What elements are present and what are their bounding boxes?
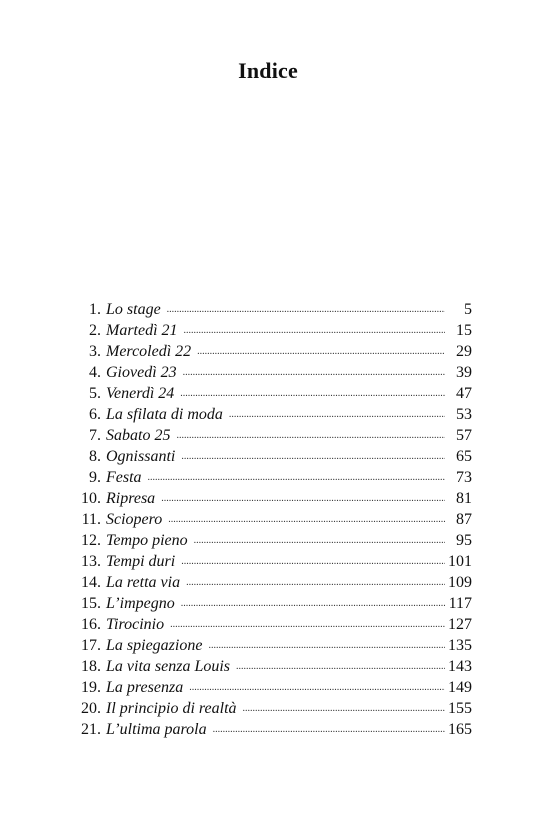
toc-entry-page: 5 <box>464 301 472 318</box>
toc-leader-dots <box>180 382 445 404</box>
toc-entry-page: 95 <box>456 532 472 549</box>
toc-leader-dots <box>243 697 445 719</box>
toc-entry-page: 101 <box>448 553 472 570</box>
toc-entry-title: Venerdì 24 <box>106 385 175 402</box>
toc-entry-title: Martedì 21 <box>106 322 178 339</box>
toc-entry-title: La spiegazione <box>106 637 203 654</box>
toc-entry-number: 15. <box>81 595 101 612</box>
toc-entry-number: 16. <box>81 616 101 633</box>
toc-entry-page: 135 <box>448 637 472 654</box>
toc-entry-19 <box>78 678 472 698</box>
toc-entry-15 <box>78 594 472 614</box>
toc-entry-21 <box>78 720 472 740</box>
toc-entry-18 <box>78 657 472 677</box>
toc-leader-dots <box>213 718 445 740</box>
toc-entry-number: 11. <box>81 511 101 528</box>
toc-entry-number: 14. <box>81 574 101 591</box>
toc-entry-10 <box>78 489 472 509</box>
toc-leader-dots <box>170 613 445 635</box>
toc-entry-number: 7. <box>89 427 101 444</box>
toc-entry-title: Tempi duri <box>106 553 176 570</box>
toc-entry-page: 149 <box>448 679 472 696</box>
toc-leader-dots <box>194 529 445 551</box>
toc-entry-title: La sfilata di moda <box>106 406 223 423</box>
toc-entry-9 <box>78 468 472 488</box>
toc-entry-title: La vita senza Louis <box>106 658 231 675</box>
toc-entry-number: 1. <box>89 301 101 318</box>
toc-leader-dots <box>183 361 445 383</box>
toc-entry-number: 5. <box>89 385 101 402</box>
toc-entry-page: 81 <box>456 490 472 507</box>
toc-entry-14 <box>78 573 472 593</box>
toc-entry-3 <box>78 342 472 362</box>
toc-leader-dots <box>181 445 445 467</box>
toc-entry-2 <box>78 321 472 341</box>
toc-leader-dots <box>184 319 445 341</box>
toc-leader-dots <box>161 487 445 509</box>
toc-leader-dots <box>176 424 445 446</box>
toc-leader-dots <box>167 298 445 320</box>
toc-entry-number: 21. <box>81 721 101 738</box>
toc-entry-7 <box>78 426 472 446</box>
toc-entry-number: 6. <box>89 406 101 423</box>
toc-entry-12 <box>78 531 472 551</box>
toc-entry-title: Sabato 25 <box>106 427 171 444</box>
toc-entry-page: 87 <box>456 511 472 528</box>
toc-leader-dots <box>229 403 445 425</box>
toc-entry-8 <box>78 447 472 467</box>
toc-leader-dots <box>168 508 445 530</box>
toc-leader-dots <box>181 550 445 572</box>
toc-entry-title: Tempo pieno <box>106 532 188 549</box>
toc-entry-page: 127 <box>448 616 472 633</box>
toc-entry-5 <box>78 384 472 404</box>
page-title: Indice <box>238 58 298 83</box>
toc-entry-13 <box>78 552 472 572</box>
toc-entry-number: 8. <box>89 448 101 465</box>
toc-entry-page: 109 <box>448 574 472 591</box>
toc-leader-dots <box>208 634 445 656</box>
toc-entry-title: Ripresa <box>106 490 156 507</box>
toc-entry-title: Mercoledì 22 <box>106 343 192 360</box>
toc-entry-title: Ognissanti <box>106 448 176 465</box>
toc-entry-title: La retta via <box>106 574 181 591</box>
toc-entry-page: 39 <box>456 364 472 381</box>
toc-leader-dots <box>197 340 445 362</box>
toc-entry-title: Il principio di realtà <box>106 700 237 717</box>
toc-entry-page: 73 <box>456 469 472 486</box>
toc-leader-dots <box>148 466 445 488</box>
toc-entry-number: 18. <box>81 658 101 675</box>
toc-entry-page: 65 <box>456 448 472 465</box>
toc-entry-title: Tirocinio <box>106 616 165 633</box>
toc-entry-number: 4. <box>89 364 101 381</box>
toc-entry-number: 17. <box>81 637 101 654</box>
toc-entry-page: 165 <box>448 721 472 738</box>
toc-entry-number: 13. <box>81 553 101 570</box>
toc-leader-dots <box>186 571 445 593</box>
toc-entry-number: 2. <box>89 322 101 339</box>
toc-entry-page: 143 <box>448 658 472 675</box>
toc-entry-number: 19. <box>81 679 101 696</box>
toc-entry-page: 155 <box>448 700 472 717</box>
toc-entry-title: Giovedì 23 <box>106 364 177 381</box>
toc-entry-number: 20. <box>81 700 101 717</box>
toc-entry-1 <box>78 300 472 320</box>
toc-leader-dots <box>236 655 445 677</box>
toc-entry-page: 57 <box>456 427 472 444</box>
toc-entry-title: L’ultima parola <box>106 721 207 738</box>
toc-entry-title: L’impegno <box>106 595 175 612</box>
toc-entry-page: 117 <box>448 595 472 612</box>
toc-entry-title: La presenza <box>106 679 184 696</box>
toc-entry-number: 9. <box>89 469 101 486</box>
toc-entry-16 <box>78 615 472 635</box>
toc-leader-dots <box>181 592 445 614</box>
toc-entry-title: Sciopero <box>106 511 163 528</box>
toc-entry-page: 47 <box>456 385 472 402</box>
toc-entry-title: Lo stage <box>106 301 161 318</box>
toc-entry-number: 3. <box>89 343 101 360</box>
toc-entry-page: 29 <box>456 343 472 360</box>
toc-entry-4 <box>78 363 472 383</box>
toc-entry-17 <box>78 636 472 656</box>
toc-entry-title: Festa <box>106 469 142 486</box>
toc-entry-20 <box>78 699 472 719</box>
toc-entry-number: 10. <box>81 490 101 507</box>
toc-entry-page: 53 <box>456 406 472 423</box>
toc-entry-6 <box>78 405 472 425</box>
toc-entry-page: 15 <box>456 322 472 339</box>
toc-entry-number: 12. <box>81 532 101 549</box>
toc-leader-dots <box>189 676 445 698</box>
toc-entry-11 <box>78 510 472 530</box>
